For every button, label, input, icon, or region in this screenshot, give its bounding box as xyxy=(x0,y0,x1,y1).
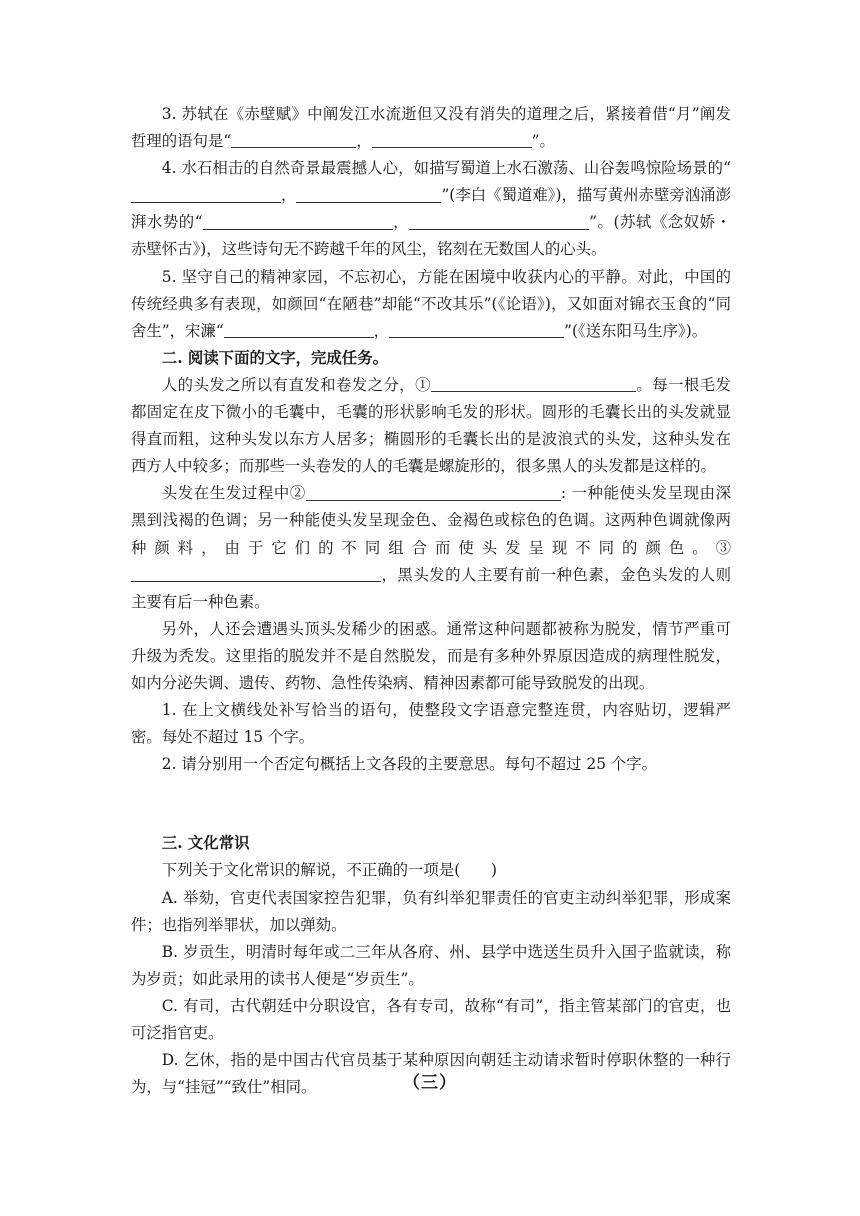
task-1: 1. 在上文横线处补写恰当的语句，使整段文字语意完整连贯，内容贴切，逻辑严密。每处不超过 15 个字。 xyxy=(131,701,731,747)
option-b: B. 岁贡生，明清时每年或二三年从各府、州、县学中选送生员升入国子监就读，称为岁贡；如此录用的读书人便是“岁贡生”。 xyxy=(131,942,731,988)
question-4 xyxy=(131,155,731,263)
question-3-end: ”。 xyxy=(531,132,555,151)
option-d: D. 乞休，指的是中国古代官员基于某种原因向朝廷主动请求暂时停职休整的一种行为，与“挂冠”“致仕”相同。 xyxy=(131,1051,731,1097)
answer-blank-1[interactable] xyxy=(431,376,636,392)
spacer xyxy=(131,778,731,830)
question-3-text: 3. 苏轼在《赤壁赋》中阐发江水流逝但又没有消失的道理之后，紧接着借“月”阐发哲理的语句是“ xyxy=(131,105,731,151)
document-content xyxy=(131,101,731,1101)
culture-question: 下列关于文化常识的解说，不正确的一项是( ) xyxy=(161,861,498,880)
section-2-title: 二. 阅读下面的文字，完成任务。 xyxy=(161,348,388,367)
section-marker: （三） xyxy=(403,1073,457,1093)
answer-blank[interactable] xyxy=(231,132,356,148)
passage-text: : 一种能使头发呈现由深黑到浅褐的色调；另一种能使头发呈现金色、金褐色或棕色的色调。这两种色调就像两种颜料，由于它们的不同组合而使头发呈现不同的颜色。③ xyxy=(131,484,731,557)
separator: ， xyxy=(392,213,410,232)
answer-blank[interactable] xyxy=(296,186,441,202)
separator: ， xyxy=(373,321,390,340)
option-a: A. 举劾，官吏代表国家控告犯罪，负有纠举犯罪责任的官吏主动纠举犯罪，形成案件；也指列举罪状，加以弹劾。 xyxy=(131,888,731,934)
option-c: C. 有司，古代朝廷中分职设官，各有专司，故称“有司”，指主管某部门的官吏，也可泛指官吏。 xyxy=(131,996,731,1042)
passage-paragraph-3: 另外，人还会遭遇头顶头发稀少的困惑。通常这种问题都被称为脱发，情节严重可升级为秃发。这里指的脱发并不是自然脱发，而是有多种外界原因造成的病理性脱发，如内分泌失调、遗传、药物、急性传染病、精神因素都可能导致脱发的出现。 xyxy=(131,619,731,692)
question-4-text: 4. 水石相击的自然奇景最震撼人心，如描写蜀道上水石激荡、山谷轰鸣惊险场景的“ xyxy=(161,159,731,178)
answer-blank[interactable] xyxy=(409,213,589,229)
question-4-text: ”(李白《蜀道难》)，描写黄州赤壁旁汹涌澎湃水势的“ xyxy=(131,186,731,232)
answer-blank[interactable] xyxy=(224,322,374,338)
question-4-text: ”。(苏轼《念奴娇・赤壁怀古》)，这些诗句无不跨越千年的风尘，铭刻在无数国人的心头。 xyxy=(131,213,731,259)
answer-blank[interactable] xyxy=(389,322,564,338)
separator: ， xyxy=(281,186,297,205)
passage-text: 头发在生发过程中② xyxy=(161,484,306,503)
answer-blank[interactable] xyxy=(203,213,393,229)
answer-blank-3[interactable] xyxy=(131,566,381,582)
separator: ， xyxy=(356,132,372,151)
task-2: 2. 请分别用一个否定句概括上文各段的主要意思。每句不超过 25 个字。 xyxy=(161,755,658,774)
question-5-text: ”(《送东阳马生序》)。 xyxy=(564,321,708,340)
section-3-title: 三. 文化常识 xyxy=(161,834,250,853)
answer-blank[interactable] xyxy=(372,132,532,148)
passage-paragraph-1 xyxy=(131,372,731,480)
question-5-text: 5. 坚守自己的精神家园，不忘初心，方能在困境中收获内心的平静。对此，中国的传统经典多有表现，如颜回“在陋巷”却能“不改其乐”(《论语》)，又如面对锦衣玉食的“同舍生”，宋濂“ xyxy=(131,267,731,340)
question-3 xyxy=(131,101,731,155)
question-5 xyxy=(131,264,731,345)
answer-blank-2[interactable] xyxy=(306,484,561,500)
passage-text: ，黑头发的人主要有前一种色素，金色头发的人则主要有后一种色素。 xyxy=(131,565,731,611)
passage-text: 。每一根毛发都固定在皮下微小的毛囊中，毛囊的形状影响毛发的形状。圆形的毛囊长出的头发就显得直而粗，这种头发以东方人居多；椭圆形的毛囊长出的是波浪式的头发，这种头发在西方人中较多；而那些一头卷发的人的毛囊是螺旋形的，很多黑人的头发都是这样的。 xyxy=(131,375,731,476)
passage-paragraph-2 xyxy=(131,480,731,615)
answer-blank[interactable] xyxy=(131,186,281,202)
passage-text: 人的头发之所以有直发和卷发之分，① xyxy=(161,375,431,394)
